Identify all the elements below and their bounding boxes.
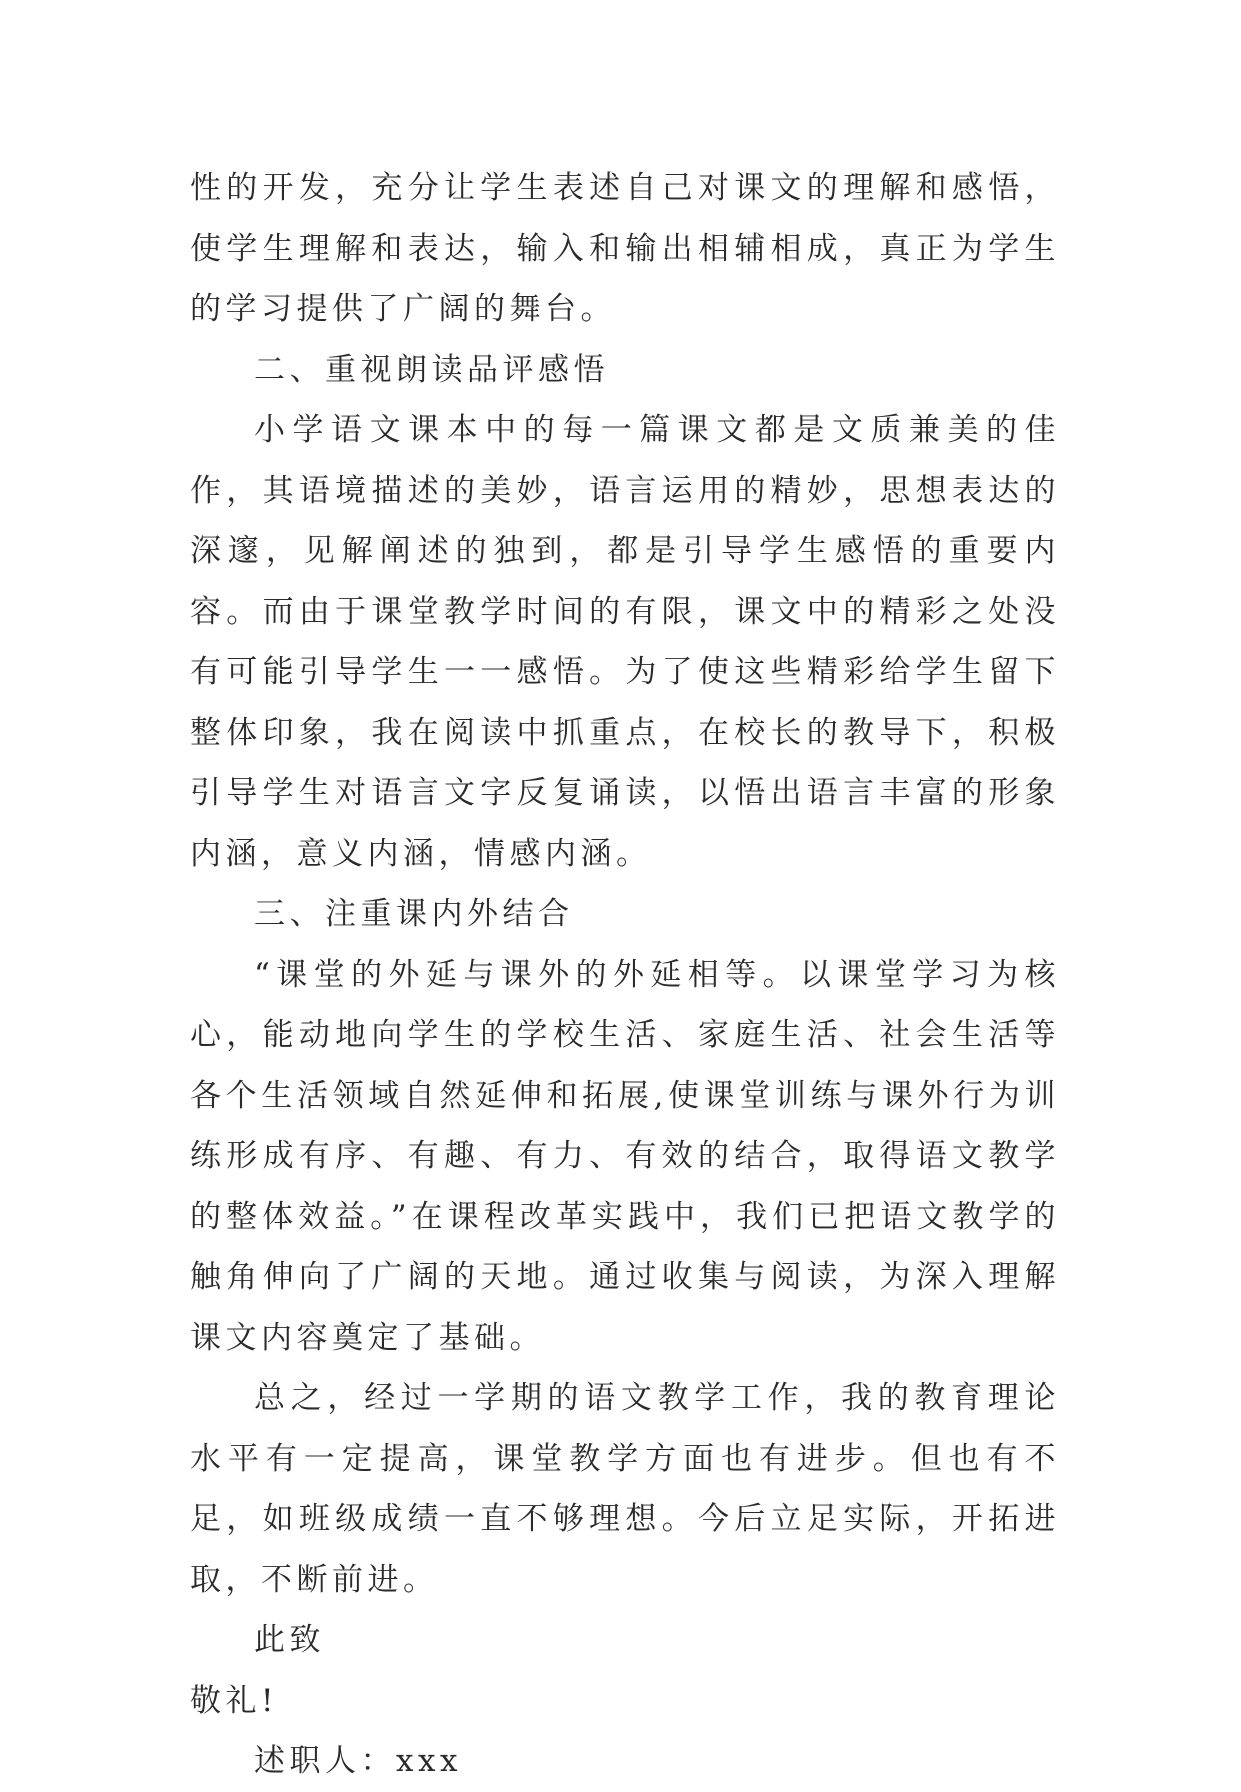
- paragraph-quote: “课堂的外延与课外的外延相等。以课堂学习为核心，能动地向学生的学校生活、家庭生活、社会生活等各个生活领域自然延伸和拓展,使课堂训练与课外行为训练形成有序、有趣、有力、有效的结合，取得语文教学的整体效益。”在课程改革实践中，我们已把语文教学的触角伸向了广阔的天地。通过收集与阅读，为深入理解课文内容奠定了基础。: [190, 956, 1060, 1356]
- paragraph-reading: 小学语文课本中的每一篇课文都是文质兼美的佳作，其语境描述的美妙，语言运用的精妙，思想表达的深邃，见解阐述的独到，都是引导学生感悟的重要内容。而由于课堂教学时间的有限，课文中的精彩之处没有可能引导学生一一感悟。为了使这些精彩给学生留下整体印象，我在阅读中抓重点，在校长的教导下，积极引导学生对语言文字反复诵读，以悟出语言丰富的形象内涵，意义内涵，情感内涵。: [190, 412, 1060, 872]
- section-heading-3: 三、注重课内外结合: [254, 896, 574, 932]
- section-heading-2: 二、重视朗读品评感悟: [254, 351, 609, 388]
- paragraph-summary: 总之，经过一学期的语文教学工作，我的教育理论水平有一定提高，课堂教学方面也有进步。但也有不足，如班级成绩一直不够理想。今后立足实际，开拓进取，不断前进。: [190, 1380, 1060, 1598]
- salute-line: 敬礼!: [190, 1682, 278, 1719]
- closing-line: 此致: [254, 1622, 325, 1658]
- signature-line: 述职人：xxx: [254, 1743, 462, 1779]
- paragraph-continuation: 性的开发，充分让学生表述自己对课文的理解和感悟，使学生理解和表达，输入和输出相辅相成，真正为学生的学习提供了广阔的舞台。: [190, 170, 1060, 327]
- document-body: [190, 158, 1060, 1792]
